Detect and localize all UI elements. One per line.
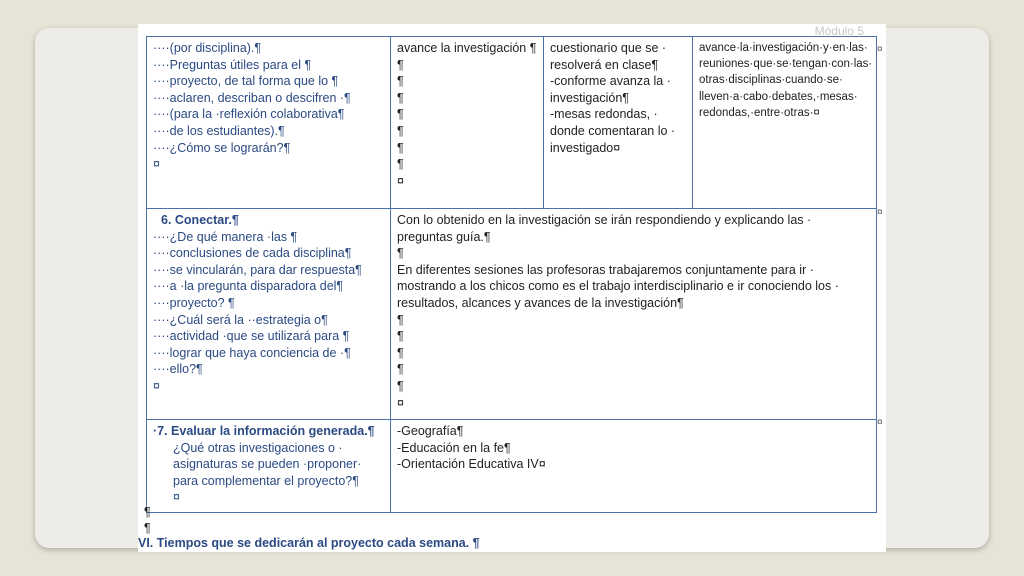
- row1-criteria-line: ····aclaren, describan o descifren ·¶: [153, 90, 351, 105]
- row2-criteria-line: ¤: [153, 378, 160, 393]
- row1-criteria-line: ····¿Cómo se lograrán?¶: [153, 140, 291, 155]
- row3-subject-line: -Geografía¶: [397, 424, 464, 438]
- row1-progress-line: ¶: [397, 107, 404, 122]
- project-table: [146, 36, 877, 513]
- row1-discussion-text: avance·la·investigación·y·en·las· reuniones·que·se·tengan·con·las· otras·disciplinas·cuando·se· lleven·a·cabo·debates,·mesas· redondas,·entre·otras·¤: [699, 42, 873, 119]
- row3-criteria-line: ¿Qué otras investigaciones o ·: [173, 440, 343, 455]
- row1-questionnaire-line: investigación¶: [550, 90, 629, 105]
- row1-progress-line: ¤: [397, 173, 404, 188]
- row1-questionnaire-cell: [544, 37, 693, 209]
- row2-criteria-line: ····¿De qué manera ·las ¶: [153, 229, 298, 244]
- document-page: [138, 24, 886, 552]
- row3-subject-line: -Orientación Educativa IV¤: [397, 457, 546, 472]
- row2-end-mark: ¤: [877, 207, 883, 218]
- row1-criteria-line: ····Preguntas útiles para el ¶: [153, 57, 312, 72]
- row2-description-line: Con lo obtenido en la investigación se irán respondiendo y explicando las ·: [397, 213, 812, 227]
- row2-criteria-cell: [147, 209, 391, 420]
- row1-criteria-line: ¤: [153, 157, 160, 172]
- row2-description-line: ¶: [397, 246, 404, 261]
- row2-criteria-line: ····¿Cuál será la ··estrategia o¶: [153, 312, 328, 327]
- row3-subject-line: -Educación en la fe¶: [397, 440, 511, 455]
- row1-questionnaire-line: cuestionario que se ·: [550, 41, 667, 55]
- row1-progress-cell: [391, 37, 544, 209]
- row2-title: 6. Conectar.¶: [161, 213, 239, 227]
- row3-end-mark: ¤: [877, 417, 883, 428]
- row1-progress-line: ¶: [397, 123, 404, 138]
- row1-questionnaire-line: investigado¤: [550, 140, 621, 155]
- row1-criteria-line: ····(por disciplina).¶: [153, 41, 262, 55]
- row2-description-line: ¶: [397, 312, 404, 327]
- row1-discussion-cell: [693, 37, 877, 209]
- row2-criteria-line: ····proyecto? ¶: [153, 295, 235, 310]
- row2-criteria-line: ····actividad ·que se utilizará para ¶: [153, 329, 350, 344]
- row1-end-mark: ¤: [877, 44, 883, 55]
- row2-description-line: preguntas guía.¶: [397, 229, 491, 244]
- row2-description-line: ¶: [397, 378, 404, 393]
- page-header-mark: Módulo 5: [814, 24, 864, 38]
- empty-paragraph-mark: ¶: [144, 505, 151, 519]
- row1-progress-line: ¶: [397, 74, 404, 89]
- row3-criteria-cell: [147, 420, 391, 513]
- row2-description-line: ¤: [397, 395, 404, 410]
- row1-criteria-line: ····de los estudiantes).¶: [153, 123, 285, 138]
- row2-criteria-line: ····conclusiones de cada disciplina¶: [153, 246, 352, 261]
- row2-criteria-line: ····se vincularán, para dar respuesta¶: [153, 262, 362, 277]
- row1-criteria-cell: [147, 37, 391, 209]
- row2-criteria-line: ····ello?¶: [153, 362, 203, 377]
- row3-title: ·7. Evaluar la información generada.¶: [153, 424, 375, 438]
- row3-subjects-cell: [391, 420, 877, 513]
- row3-criteria-line: ¤: [173, 490, 180, 505]
- row2-description-cell: [391, 209, 877, 420]
- row1-criteria-line: ····(para la ·reflexión colaborativa¶: [153, 107, 345, 122]
- table-row: [147, 209, 877, 420]
- row2-description-line: ¶: [397, 362, 404, 377]
- row1-progress-line: avance la investigación ¶: [397, 41, 537, 55]
- row1-questionnaire-line: -mesas redondas, ·: [550, 107, 658, 122]
- row1-progress-line: ¶: [397, 157, 404, 172]
- table-row: [147, 420, 877, 513]
- row2-description-line: ¶: [397, 329, 404, 344]
- row2-description-line: resultados, alcances y avances de la investigación¶: [397, 295, 684, 310]
- row2-criteria-line: ····lograr que haya conciencia de ·¶: [153, 345, 351, 360]
- row1-progress-line: ¶: [397, 90, 404, 105]
- row1-criteria-line: ····proyecto, de tal forma que lo ¶: [153, 74, 339, 89]
- row1-questionnaire-line: -conforme avanza la ·: [550, 74, 671, 89]
- row2-description-line: mostrando a los chicos como es el trabajo interdisciplinario e ir conociendo los ·: [397, 279, 839, 294]
- section-heading: VI. Tiempos que se dedicarán al proyecto cada semana. ¶: [138, 536, 480, 550]
- row1-progress-line: ¶: [397, 140, 404, 155]
- row1-questionnaire-line: resolverá en clase¶: [550, 57, 659, 72]
- row1-progress-line: ¶: [397, 57, 404, 72]
- row2-description-line: En diferentes sesiones las profesoras trabajaremos conjuntamente para ir ·: [397, 262, 814, 277]
- row2-criteria-line: ····a ·la pregunta disparadora del¶: [153, 279, 344, 294]
- row3-criteria-line: para complementar el proyecto?¶: [173, 473, 359, 488]
- row3-criteria-line: asignaturas se pueden ·proponer·: [173, 457, 362, 472]
- row2-description-line: ¶: [397, 345, 404, 360]
- row1-questionnaire-line: donde comentaran lo ·: [550, 123, 676, 138]
- table-row: [147, 37, 877, 209]
- empty-paragraph-mark: ¶: [144, 521, 151, 535]
